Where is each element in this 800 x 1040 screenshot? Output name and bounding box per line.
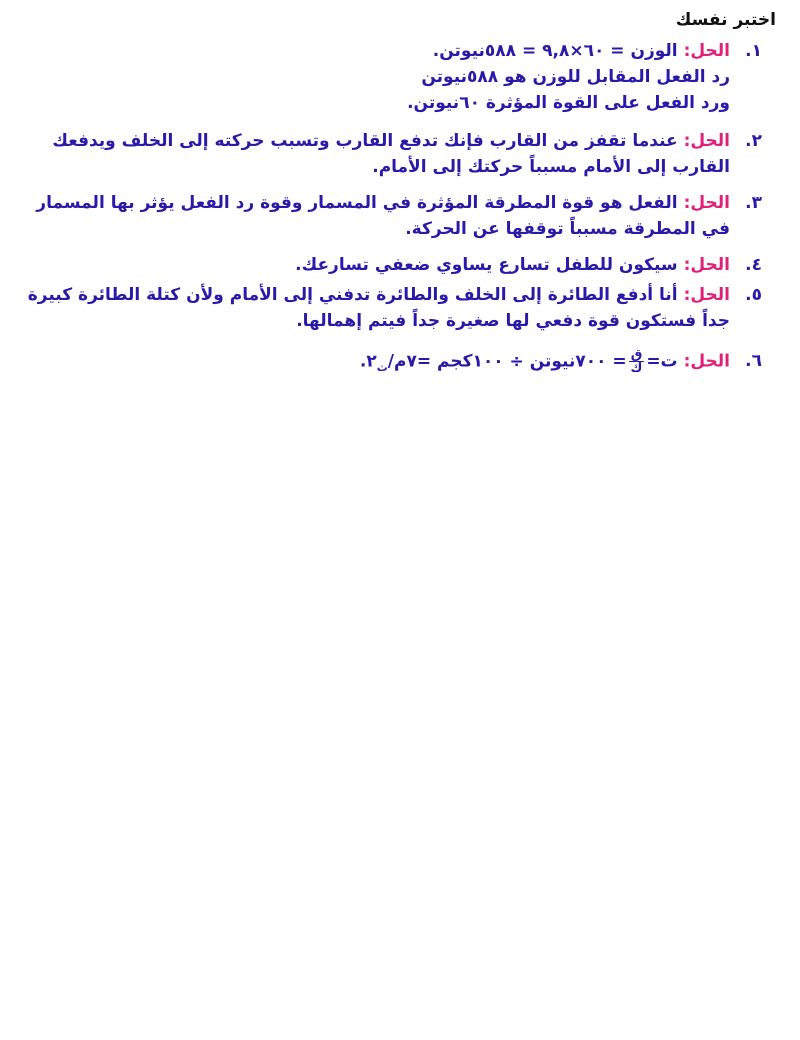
page-heading: اختبر نفسك	[675, 10, 776, 30]
solution-label: الحل:	[683, 131, 730, 151]
answer-text: رد الفعل المقابل للوزن هو ٥٨٨نيوتن	[421, 67, 730, 87]
answer-item-2	[22, 128, 762, 180]
item-number: ٤.	[745, 255, 762, 275]
solution-label: الحل:	[683, 285, 730, 305]
answer-text: ورد الفعل على القوة المؤثرة ٦٠نيوتن.	[407, 93, 730, 113]
item-number: ١.	[745, 41, 762, 61]
equation-end: ٢.	[359, 351, 377, 372]
answer-item-5	[22, 282, 762, 334]
solution-label: الحل:	[683, 351, 730, 372]
answer-item-4	[22, 252, 762, 278]
item-number: ٥.	[745, 285, 762, 305]
solution-label: الحل:	[683, 193, 730, 213]
equation-subscript: ث	[376, 360, 388, 374]
answer-text: الوزن = ٦٠×٩,٨ = ٥٨٨نيوتن.	[432, 41, 678, 61]
equation-rhs: = ٧٠٠نيوتن ÷ ١٠٠كجم =٧م/	[387, 351, 627, 372]
answer-item-3	[22, 190, 762, 242]
item-number: ٦.	[745, 351, 762, 371]
answer-item-1	[22, 38, 762, 116]
equation-lhs: ت=	[646, 351, 678, 372]
answer-text: سيكون للطفل تسارع يساوي ضعفي تسارعك.	[295, 255, 678, 275]
fraction-numerator: ق	[630, 347, 643, 362]
answer-text: أنا أدفع الطائرة إلى الخلف والطائرة تدفني إلى الأمام ولأن كتلة الطائرة كبيرة جداً فستكون قوة دفعي لها صغيرة جداً فيتم إهمالها.	[27, 285, 730, 331]
answer-text: عندما تقفز من القارب فإنك تدفع القارب وتسبب حركته إلى الخلف ويدفعك القارب إلى الأمام مسبباً حركتك إلى الأمام.	[52, 131, 730, 177]
answer-text: الفعل هو قوة المطرقة المؤثرة في المسمار وقوة رد الفعل يؤثر بها المسمار في المطرقة مسبباً توقفها عن الحركة.	[36, 193, 730, 239]
answer-item-6	[22, 348, 762, 381]
solution-label: الحل:	[683, 255, 730, 275]
fraction	[629, 348, 645, 375]
fraction-denominator: ك	[630, 361, 643, 376]
item-number: ٣.	[745, 193, 762, 213]
item-number: ٢.	[745, 131, 762, 151]
solution-label: الحل:	[683, 41, 730, 61]
